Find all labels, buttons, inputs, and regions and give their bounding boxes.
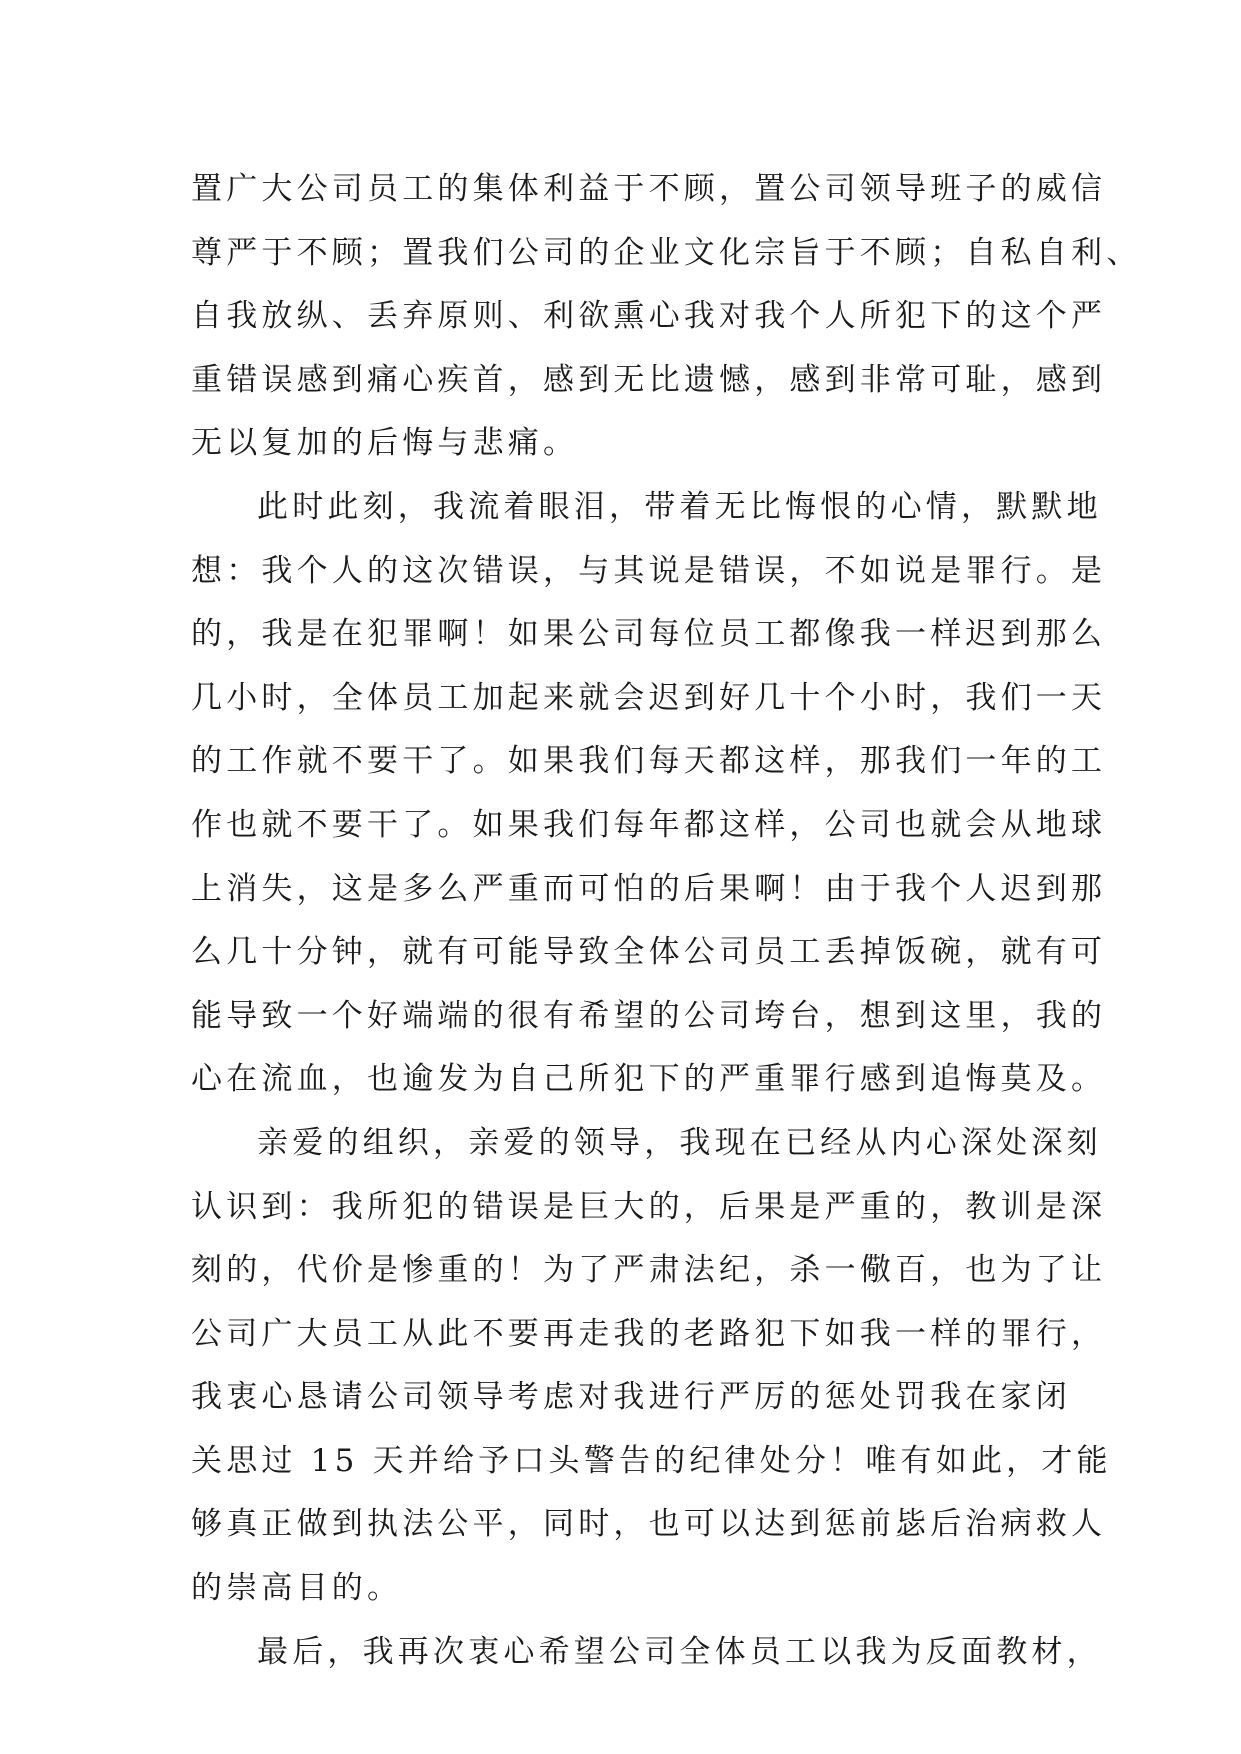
text-line: 能导致一个好端端的很有希望的公司垮台，想到这里，我的 xyxy=(191,997,1107,1034)
text-line: 自我放纵、丢弃原则、利欲熏心我对我个人所犯下的这个严 xyxy=(191,298,1107,335)
text-line: 想：我个人的这次错误，与其说是错误，不如说是罪行。是 xyxy=(191,552,1107,589)
text-line: 重错误感到痛心疾首，感到无比遗憾，感到非常可耻，感到 xyxy=(191,361,1107,398)
text-line: 够真正做到执法公平，同时，也可以达到惩前毖后治病救人 xyxy=(191,1506,1107,1543)
text-line: 刻的，代价是惨重的！为了严肃法纪，杀一儆百，也为了让 xyxy=(191,1252,1107,1289)
text-line: 我衷心恳请公司领导考虑对我进行严厉的惩处罚我在家闭 xyxy=(191,1379,1071,1416)
text-line: 的崇高目的。 xyxy=(191,1570,403,1607)
text-line: 无以复加的后悔与悲痛。 xyxy=(191,425,579,462)
text-line: 心在流血，也逾发为自己所犯下的严重罪行感到追悔莫及。 xyxy=(191,1061,1107,1098)
text-line: 最后，我再次衷心希望公司全体员工以我为反面教材， xyxy=(257,1633,1102,1670)
text-line: 公司广大员工从此不要再走我的老路犯下如我一样的罪行， xyxy=(191,1315,1107,1352)
text-line: 认识到：我所犯的错误是巨大的，后果是严重的，教训是深 xyxy=(191,1188,1107,1225)
text-line: 此时此刻，我流着眼泪，带着无比悔恨的心情，默默地 xyxy=(257,488,1102,525)
text-line: 上消失，这是多么严重而可怕的后果啊！由于我个人迟到那 xyxy=(191,870,1107,907)
text-line: 么几十分钟，就有可能导致全体公司员工丢掉饭碗，就有可 xyxy=(191,934,1107,971)
text-line: 亲爱的组织，亲爱的领导，我现在已经从内心深处深刻 xyxy=(257,1124,1102,1161)
text-line: 作也就不要干了。如果我们每年都这样，公司也就会从地球 xyxy=(191,806,1107,843)
text-line: 的工作就不要干了。如果我们每天都这样，那我们一年的工 xyxy=(191,743,1107,780)
text-line: 几小时，全体员工加起来就会迟到好几十个小时，我们一天 xyxy=(191,679,1107,716)
document-body xyxy=(191,158,1142,1684)
text-line: 尊严于不顾；置我们公司的企业文化宗旨于不顾；自私自利、 xyxy=(191,234,1142,271)
text-line: 的，我是在犯罪啊！如果公司每位员工都像我一样迟到那么 xyxy=(191,616,1107,653)
text-line: 置广大公司员工的集体利益于不顾，置公司领导班子的威信 xyxy=(191,171,1107,207)
text-line: 关思过 15 天并给予口头警告的纪律处分！唯有如此，才能 xyxy=(191,1442,1112,1479)
